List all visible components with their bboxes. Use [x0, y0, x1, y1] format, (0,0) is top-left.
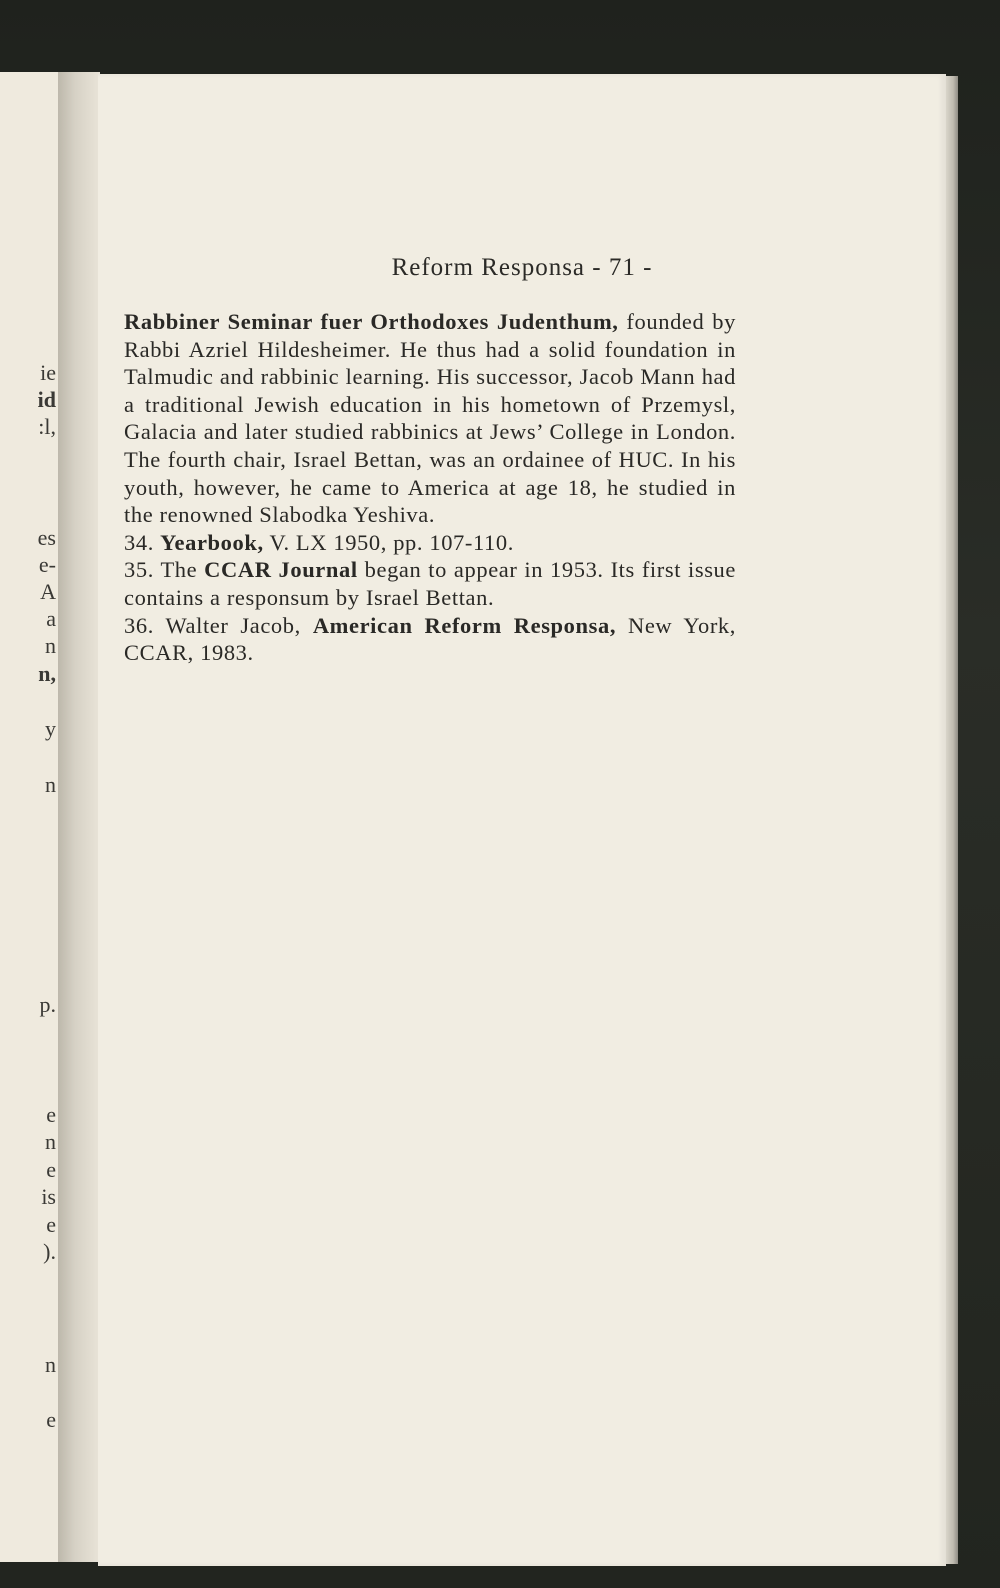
footnote-number: 34.	[124, 529, 154, 555]
left-page-fragment: A	[40, 579, 56, 604]
left-page-fragment: a	[46, 606, 56, 631]
left-page-fragment: e	[46, 1157, 56, 1182]
footnote-text: Walter Jacob,	[153, 612, 313, 638]
left-page-fragment: n	[45, 633, 56, 658]
left-page-fragment: e	[46, 1212, 56, 1237]
footnote-number: 36.	[124, 612, 154, 638]
left-page-fragment: p.	[39, 992, 56, 1017]
left-page-fragment: n	[45, 772, 56, 797]
footnote-34	[124, 529, 736, 557]
institution-name: Rabbiner Seminar fuer Orthodoxes Judenthum,	[124, 309, 619, 334]
left-page-fragment: es	[37, 525, 56, 550]
footnote-number: 35.	[124, 557, 154, 583]
footnote-35	[124, 556, 736, 611]
left-page-fragment: e-	[38, 552, 56, 577]
page-stack-edge	[946, 76, 958, 1564]
left-page-fragment: n,	[38, 661, 56, 686]
footnote-text: began to appear in 1953. Its first issue contains a responsum by Israel Bettan.	[124, 557, 736, 610]
running-header: Reform Responsa - 71 -	[391, 254, 653, 281]
book-gutter	[58, 72, 100, 1562]
left-page-fragment: e	[46, 1102, 56, 1127]
footnote-title: CCAR Journal	[204, 557, 358, 583]
left-page-fragment: n	[45, 1129, 56, 1154]
paragraph-text: founded by Rabbi Azriel Hildesheimer. He thus had a solid foundation in Talmudic and rabbinic learning. His successor, Jacob Mann had a traditional Jewish education in his hometown of Przemysl, Galacia and later studied rabbinics at Jews’ College in London. The fourth chair, Israel Bettan, was an ordainee of HUC. In his youth, however, he came to America at age 18, he studied in the renowned Slabodka Yeshiva.	[124, 309, 736, 528]
left-page-edge	[0, 72, 62, 1562]
left-page-fragment: :l,	[38, 414, 56, 439]
book-page	[98, 74, 946, 1566]
left-page-fragment: n	[45, 1352, 56, 1377]
footnote-text: The	[153, 557, 205, 583]
footnote-title: American Reform Responsa,	[312, 612, 617, 638]
footnote-text: New York, CCAR, 1983.	[124, 612, 736, 666]
body-paragraph	[124, 308, 736, 529]
footnote-text: V. LX 1950, pp. 107-110.	[263, 529, 514, 555]
left-page-fragment: e	[46, 1407, 56, 1432]
footnote-title: Yearbook,	[160, 529, 264, 555]
left-page-fragment: ie	[40, 360, 56, 385]
left-page-fragment: y	[45, 716, 56, 741]
footnote-36	[124, 612, 736, 667]
left-page-fragment: id	[37, 387, 56, 412]
left-page-fragment: is	[41, 1184, 56, 1209]
page-body	[124, 308, 736, 667]
left-page-fragment: ).	[43, 1239, 56, 1264]
